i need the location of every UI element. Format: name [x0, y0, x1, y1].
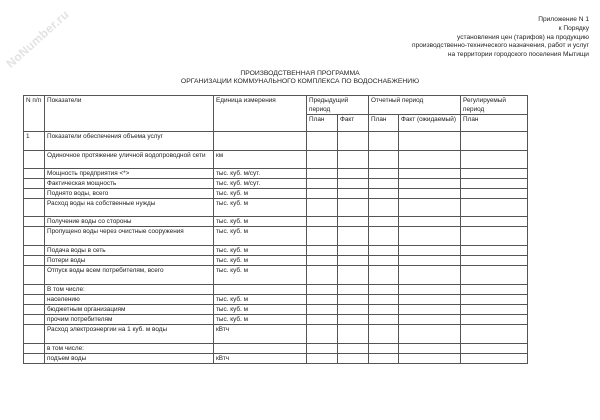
cell-prev-plan: [307, 217, 338, 227]
row-indicator: прочим потребителям: [45, 315, 214, 325]
cell-prev-fact: [338, 256, 369, 266]
subheader-prev-plan: План: [307, 115, 338, 132]
cell-report-fact: [399, 295, 461, 305]
cell-report-plan: [369, 246, 399, 256]
table-row: [24, 246, 528, 256]
table-header-row: [24, 96, 528, 115]
watermark: NoNumber.ru: [3, 7, 72, 71]
row-num: [24, 295, 45, 305]
cell-prev-plan: [307, 295, 338, 305]
cell-regulated-plan: [461, 189, 528, 199]
cell-prev-plan: [307, 315, 338, 325]
row-unit: тыс. куб. м: [214, 246, 307, 256]
subheader-report-plan: План: [369, 115, 399, 132]
row-indicator: населению: [45, 295, 214, 305]
cell-report-plan: [369, 256, 399, 266]
cell-prev-fact: [338, 285, 369, 295]
cell-prev-fact: [338, 151, 369, 169]
appendix-note: [412, 16, 589, 60]
cell-prev-fact: [338, 199, 369, 217]
cell-report-fact: [399, 227, 461, 246]
document-title: [150, 70, 450, 86]
table-row: [24, 199, 528, 217]
cell-regulated-plan: [461, 227, 528, 246]
cell-prev-plan: [307, 199, 338, 217]
row-indicator: бюджетным организациям: [45, 305, 214, 315]
table-row: [24, 266, 528, 285]
cell-prev-fact: [338, 179, 369, 189]
cell-report-plan: [369, 315, 399, 325]
cell-prev-plan: [307, 305, 338, 315]
header-indicator: Показатели: [45, 96, 214, 132]
cell-regulated-plan: [461, 256, 528, 266]
cell-report-fact: [399, 305, 461, 315]
cell-prev-fact: [338, 266, 369, 285]
cell-prev-plan: [307, 256, 338, 266]
row-unit: [214, 285, 307, 295]
cell-prev-plan: [307, 151, 338, 169]
row-unit: тыс. куб. м: [214, 217, 307, 227]
table-row: [24, 305, 528, 315]
cell-regulated-plan: [461, 169, 528, 179]
row-indicator: Одиночное протяжение уличной водопроводной сети: [45, 151, 214, 169]
row-num: [24, 354, 45, 364]
row-indicator: Пропущено воды через очистные сооружения: [45, 227, 214, 246]
cell-regulated-plan: [461, 305, 528, 315]
cell-prev-fact: [338, 295, 369, 305]
cell-report-plan: [369, 151, 399, 169]
row-num: [24, 169, 45, 179]
cell-report-plan: [369, 266, 399, 285]
subheader-regulated-plan: План: [461, 115, 528, 132]
cell-prev-fact: [338, 305, 369, 315]
cell-prev-fact: [338, 132, 369, 151]
row-num: [24, 266, 45, 285]
row-unit: тыс. куб. м: [214, 315, 307, 325]
title-line: ПРОИЗВОДСТВЕННАЯ ПРОГРАММА: [240, 70, 360, 77]
cell-prev-plan: [307, 132, 338, 151]
table-row: [24, 344, 528, 354]
title-line: ОРГАНИЗАЦИИ КОММУНАЛЬНОГО КОМПЛЕКСА ПО ВОДОСНАБЖЕНИЮ: [180, 78, 420, 85]
appendix-line: установления цен (тарифов) на продукцию: [457, 33, 589, 41]
cell-report-fact: [399, 285, 461, 295]
cell-prev-fact: [338, 315, 369, 325]
cell-report-plan: [369, 305, 399, 315]
table-row: [24, 189, 528, 199]
header-num: N п/п: [24, 96, 45, 132]
cell-prev-plan: [307, 246, 338, 256]
row-indicator: в том числе:: [45, 344, 214, 354]
cell-regulated-plan: [461, 285, 528, 295]
table-row: [24, 325, 528, 344]
table-row: [24, 295, 528, 305]
cell-report-fact: [399, 315, 461, 325]
row-unit: кВтч: [214, 325, 307, 344]
cell-report-fact: [399, 256, 461, 266]
row-indicator: Расход электроэнергии на 1 куб. м воды: [45, 325, 214, 344]
row-indicator: Расход воды на собственные нужды: [45, 199, 214, 217]
row-num: [24, 256, 45, 266]
appendix-line: на территории городского поселения Мытищи: [447, 51, 589, 59]
row-num: [24, 325, 45, 344]
cell-prev-plan: [307, 179, 338, 189]
cell-prev-plan: [307, 227, 338, 246]
row-indicator: Подача воды в сеть: [45, 246, 214, 256]
cell-prev-plan: [307, 169, 338, 179]
row-unit: [214, 344, 307, 354]
cell-prev-fact: [338, 227, 369, 246]
cell-report-fact: [399, 246, 461, 256]
cell-report-plan: [369, 217, 399, 227]
row-num: [24, 151, 45, 169]
cell-prev-plan: [307, 354, 338, 364]
row-num: [24, 189, 45, 199]
cell-regulated-plan: [461, 344, 528, 354]
table-row: [24, 315, 528, 325]
row-num: [24, 305, 45, 315]
cell-report-fact: [399, 266, 461, 285]
cell-regulated-plan: [461, 217, 528, 227]
cell-regulated-plan: [461, 315, 528, 325]
cell-report-plan: [369, 169, 399, 179]
cell-report-plan: [369, 325, 399, 344]
cell-prev-plan: [307, 344, 338, 354]
table-row: [24, 285, 528, 295]
cell-report-plan: [369, 132, 399, 151]
cell-regulated-plan: [461, 325, 528, 344]
cell-regulated-plan: [461, 246, 528, 256]
cell-report-fact: [399, 217, 461, 227]
table-row: [24, 179, 528, 189]
row-unit: кВтч: [214, 354, 307, 364]
cell-report-fact: [399, 169, 461, 179]
cell-regulated-plan: [461, 199, 528, 217]
row-unit: тыс. куб. м: [214, 256, 307, 266]
cell-report-fact: [399, 354, 461, 364]
subheader-prev-fact: Факт: [338, 115, 369, 132]
cell-report-plan: [369, 227, 399, 246]
cell-report-fact: [399, 344, 461, 354]
row-unit: тыс. куб. м: [214, 295, 307, 305]
header-unit: Единица измерения: [214, 96, 307, 132]
cell-regulated-plan: [461, 295, 528, 305]
cell-report-plan: [369, 295, 399, 305]
cell-report-plan: [369, 285, 399, 295]
row-indicator: Потери воды: [45, 256, 214, 266]
cell-prev-plan: [307, 285, 338, 295]
cell-report-plan: [369, 354, 399, 364]
cell-report-fact: [399, 325, 461, 344]
cell-regulated-plan: [461, 151, 528, 169]
table-row: [24, 169, 528, 179]
appendix-line: производственно-технического назначения, работ и услуг: [412, 42, 589, 50]
row-unit: тыс. куб. м: [214, 227, 307, 246]
row-num: [24, 179, 45, 189]
row-indicator: Получение воды со стороны: [45, 217, 214, 227]
row-indicator: Мощность предприятия <*>: [45, 169, 214, 179]
row-unit: тыс. куб. м: [214, 305, 307, 315]
cell-report-fact: [399, 189, 461, 199]
cell-prev-fact: [338, 217, 369, 227]
cell-prev-fact: [338, 169, 369, 179]
row-num: [24, 344, 45, 354]
row-unit: км: [214, 151, 307, 169]
header-report-period: Отчетный период: [369, 96, 461, 115]
table-row: [24, 354, 528, 364]
appendix-line: Приложение N 1: [538, 16, 589, 23]
cell-regulated-plan: [461, 132, 528, 151]
cell-report-fact: [399, 132, 461, 151]
row-indicator: подъем воды: [45, 354, 214, 364]
subheader-report-fact-expected: Факт (ожидаемый): [399, 115, 461, 132]
row-num: [24, 199, 45, 217]
cell-regulated-plan: [461, 179, 528, 189]
row-unit: [214, 132, 307, 151]
production-program-table: [23, 95, 528, 364]
row-unit: тыс. куб. м/сут.: [214, 169, 307, 179]
cell-prev-fact: [338, 325, 369, 344]
cell-report-fact: [399, 179, 461, 189]
cell-prev-fact: [338, 189, 369, 199]
table-row: [24, 227, 528, 246]
row-unit: тыс. куб. м: [214, 199, 307, 217]
row-unit: тыс. куб. м/сут.: [214, 179, 307, 189]
cell-prev-fact: [338, 354, 369, 364]
row-num: [24, 285, 45, 295]
cell-prev-plan: [307, 325, 338, 344]
cell-regulated-plan: [461, 266, 528, 285]
row-num: 1: [24, 132, 45, 151]
header-regulated-period: Регулируемый период: [461, 96, 528, 115]
header-prev-period: Предыдущий период: [307, 96, 369, 115]
table-row: [24, 132, 528, 151]
row-indicator: В том числе:: [45, 285, 214, 295]
cell-prev-fact: [338, 246, 369, 256]
appendix-line: к Порядку: [558, 24, 589, 32]
cell-report-plan: [369, 344, 399, 354]
cell-prev-plan: [307, 266, 338, 285]
cell-report-plan: [369, 189, 399, 199]
row-indicator: Показатели обеспечения объема услуг: [45, 132, 214, 151]
row-unit: тыс. куб. м: [214, 266, 307, 285]
table-row: [24, 151, 528, 169]
cell-report-plan: [369, 179, 399, 189]
table-row: [24, 217, 528, 227]
cell-prev-fact: [338, 344, 369, 354]
row-unit: тыс. куб. м: [214, 189, 307, 199]
row-num: [24, 227, 45, 246]
cell-regulated-plan: [461, 354, 528, 364]
row-num: [24, 315, 45, 325]
row-indicator: Фактическая мощность: [45, 179, 214, 189]
row-num: [24, 246, 45, 256]
row-indicator: Отпуск воды всем потребителям, всего: [45, 266, 214, 285]
row-num: [24, 217, 45, 227]
cell-prev-plan: [307, 189, 338, 199]
cell-report-fact: [399, 199, 461, 217]
cell-report-fact: [399, 151, 461, 169]
row-indicator: Поднято воды, всего: [45, 189, 214, 199]
table-row: [24, 256, 528, 266]
cell-report-plan: [369, 199, 399, 217]
